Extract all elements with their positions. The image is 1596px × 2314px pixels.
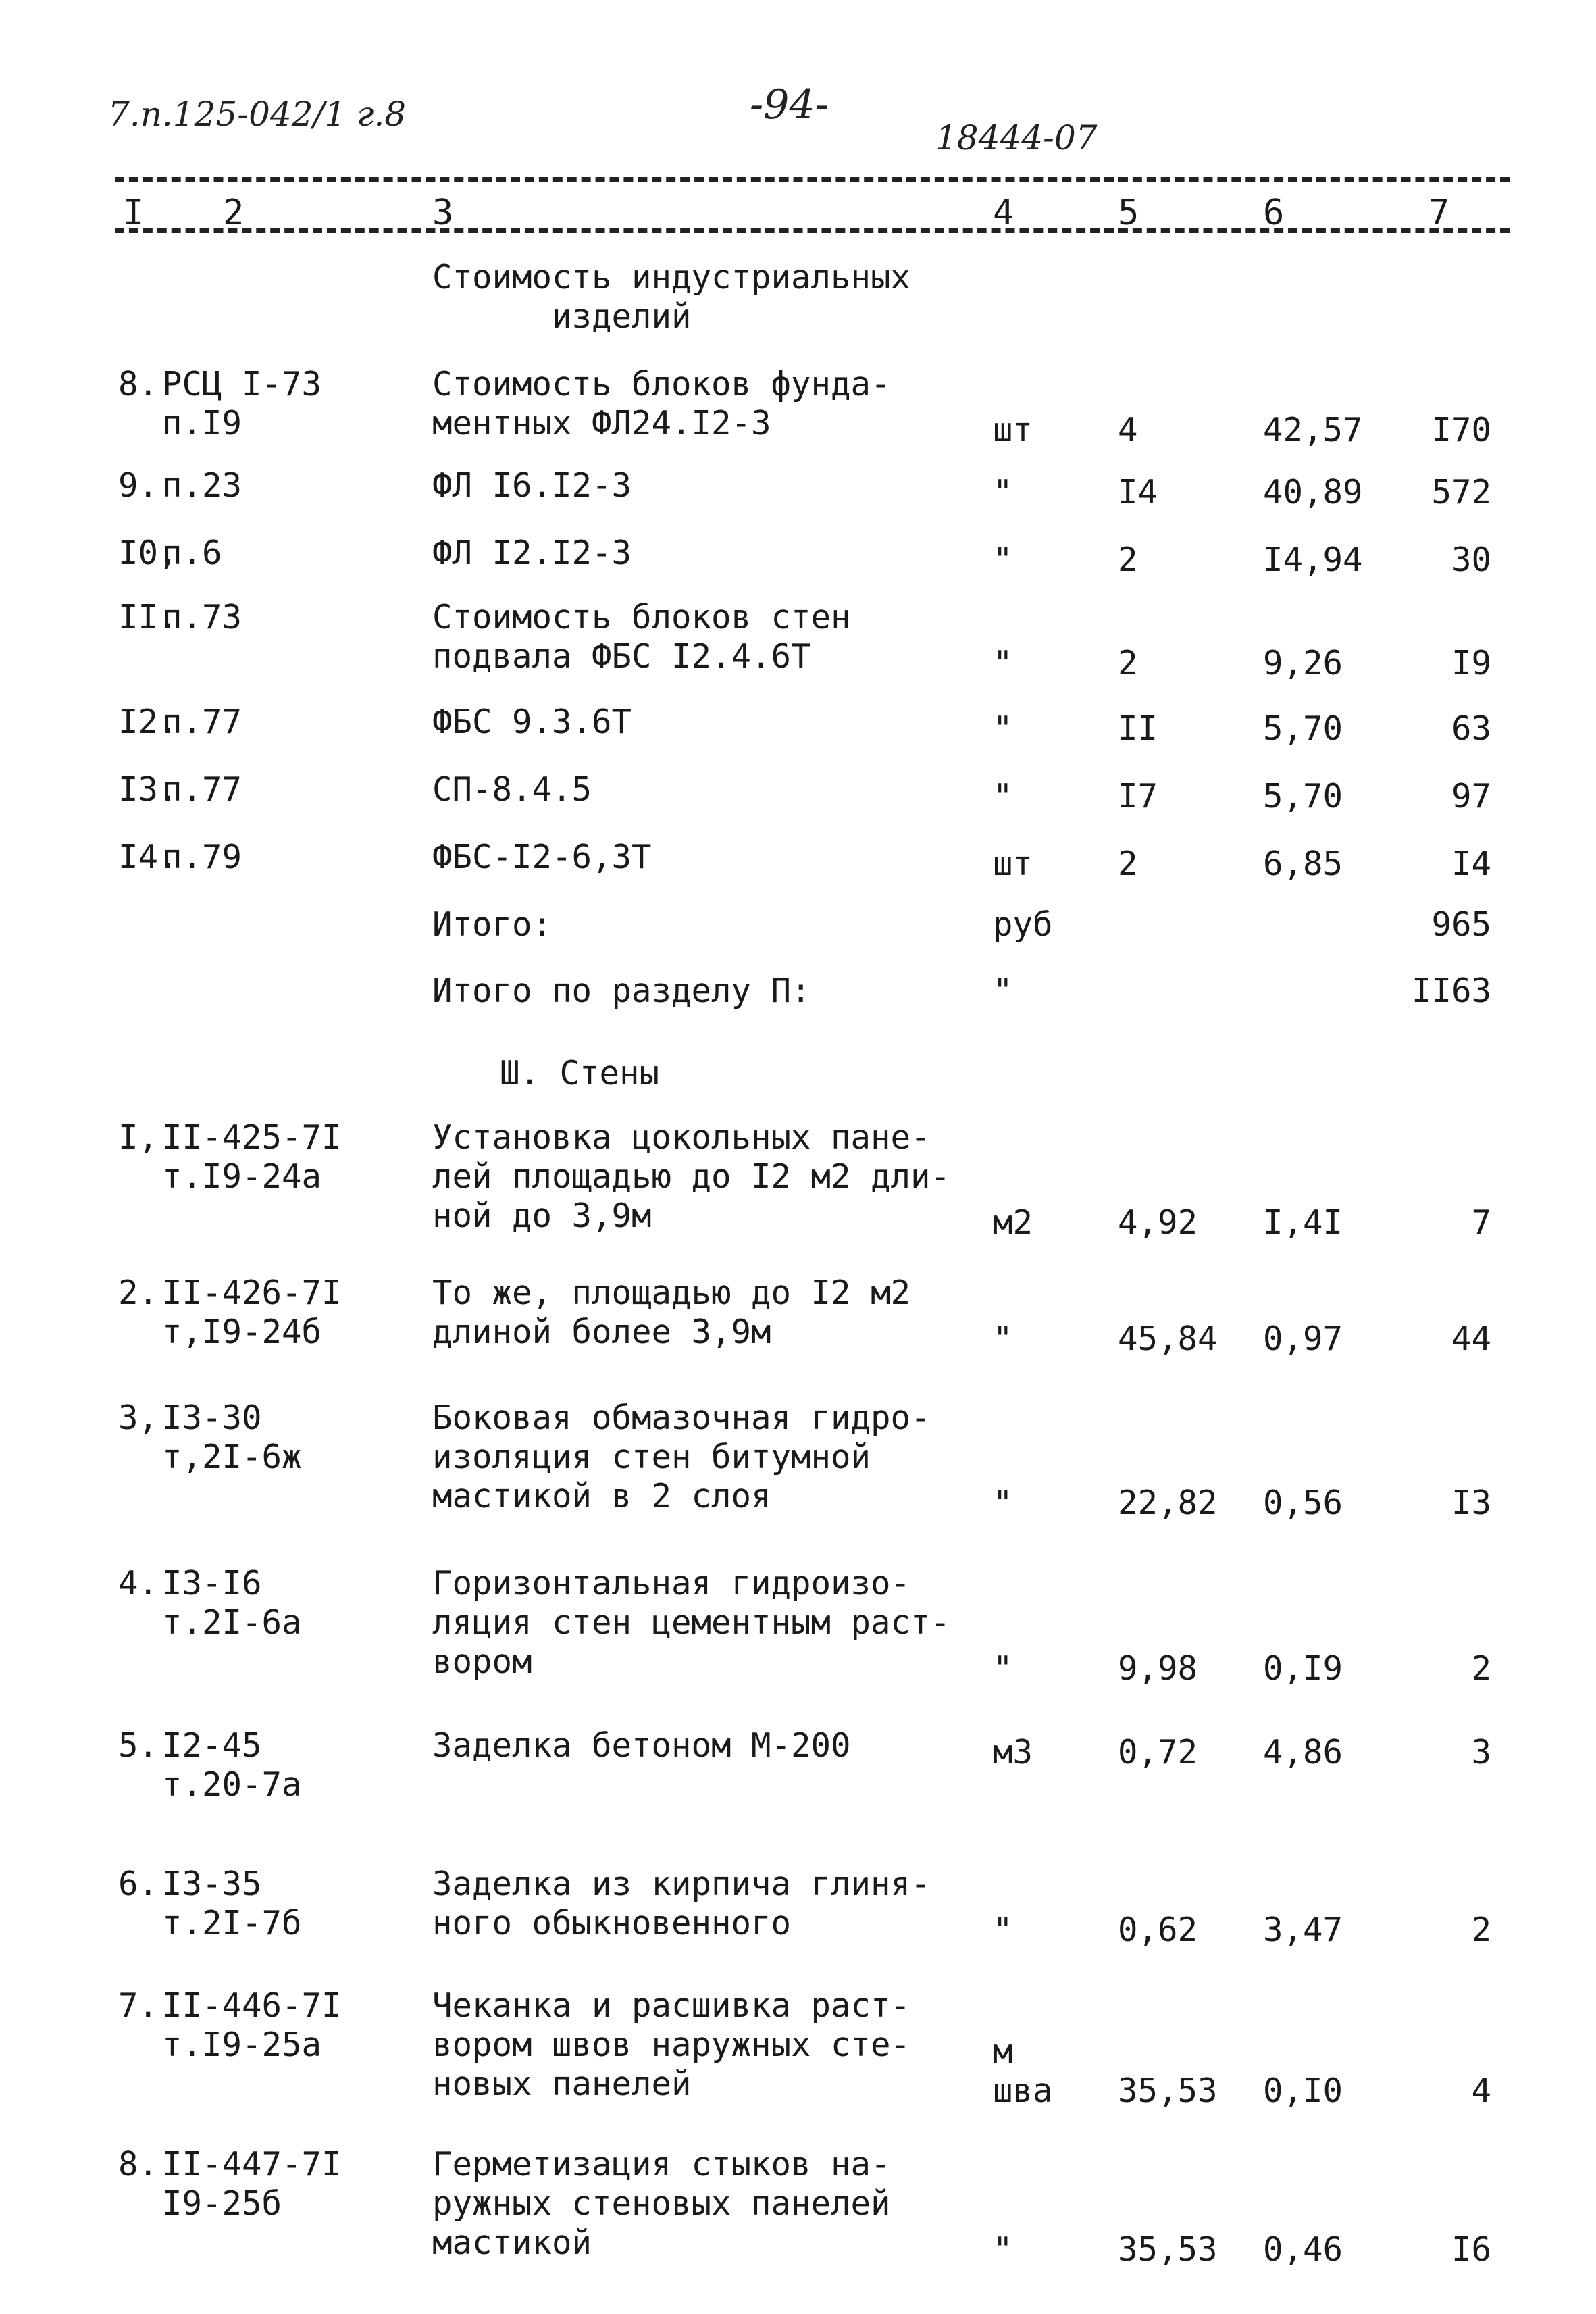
itogo-section-label: Итого по разделу П: [432, 972, 811, 1010]
row-quantity: 9,98 [1118, 1649, 1198, 1688]
col-3-header: 3 [432, 193, 454, 233]
row-number: I3. [118, 770, 178, 809]
row-description: Чеканка и расшивка раст- вором швов наружных сте- новых панелей [432, 1986, 911, 2103]
row-number: 5. [118, 1726, 159, 1765]
row-price: 0,I0 [1263, 2071, 1343, 2110]
row-code: II-425-7I т.I9-24а [162, 1118, 342, 1196]
row-code: II-447-7I I9-25б [162, 2145, 342, 2223]
row-code: I3-30 т,2I-6ж [162, 1399, 302, 1476]
row-total: 63 [1451, 709, 1491, 748]
row-description: СП-8.4.5 [432, 770, 592, 809]
col-1-header: I [123, 193, 145, 233]
row-quantity: 0,62 [1118, 1911, 1198, 1949]
header-top-rule [115, 177, 1510, 182]
row-total: 97 [1451, 777, 1491, 815]
row-number: I2. [118, 703, 178, 741]
row-quantity: 35,53 [1118, 2071, 1218, 2110]
row-number: 6. [118, 1865, 159, 1903]
row-code: I2-45 т.20-7а [162, 1726, 302, 1804]
itogo-section-total: II63 [1411, 972, 1491, 1010]
row-unit: " [993, 540, 1013, 579]
row-total: I3 [1451, 1484, 1491, 1522]
row-description: Боковая обмазочная гидро- изоляция стен битумной мастикой в 2 слоя [432, 1399, 931, 1515]
row-total: I9 [1451, 644, 1491, 682]
row-quantity: I4 [1118, 473, 1158, 511]
row-quantity: 0,72 [1118, 1733, 1198, 1771]
row-description: ФЛ I2.I2-3 [432, 534, 632, 572]
row-code: п.77 [162, 770, 242, 809]
header-bottom-rule [115, 228, 1510, 233]
row-number: 7. [118, 1986, 159, 2025]
row-number: I4. [118, 838, 178, 876]
row-description: Заделка из кирпича глиня- ного обыкновенного [432, 1865, 931, 1942]
col-2-header: 2 [223, 193, 244, 233]
row-code: II-426-7I т,I9-24б [162, 1274, 342, 1351]
row-code: п.77 [162, 703, 242, 741]
row-number: 9. [118, 466, 159, 505]
section-iii-heading: Ш. Стены [500, 1054, 660, 1092]
row-price: I,4I [1263, 1203, 1343, 1242]
row-unit: " [993, 1911, 1013, 1949]
row-number: 4. [118, 1564, 159, 1603]
row-number: I0, [118, 534, 178, 572]
page-number: -94- [750, 81, 829, 128]
row-price: 4,86 [1263, 1733, 1343, 1771]
row-description: Герметизация стыков на- ружных стеновых панелей мастикой [432, 2145, 891, 2262]
row-quantity: 2 [1118, 644, 1138, 682]
row-quantity: II [1118, 709, 1158, 748]
row-unit: " [993, 1649, 1013, 1688]
row-unit: " [993, 1319, 1013, 1358]
row-price: 0,I9 [1263, 1649, 1343, 1688]
col-4-header: 4 [993, 193, 1014, 233]
row-price: 3,47 [1263, 1911, 1343, 1949]
row-unit: " [993, 2230, 1013, 2269]
row-quantity: 45,84 [1118, 1319, 1218, 1358]
document-number: 18444-07 [935, 118, 1098, 157]
row-description: ФБС 9.3.6Т [432, 703, 632, 741]
row-unit: " [993, 709, 1013, 748]
row-description: Установка цокольных пане- лей площадью до I2 м2 дли- ной до 3,9м [432, 1118, 951, 1235]
row-description: Стоимость блоков стен подвала ФБС I2.4.6Т [432, 598, 851, 676]
row-description: Стоимость блоков фунда- ментных ФЛ24.I2-3 [432, 365, 891, 443]
row-price: 0,46 [1263, 2230, 1343, 2269]
row-description: ФЛ I6.I2-3 [432, 466, 632, 505]
row-number: 8. [118, 2145, 159, 2184]
row-price: 6,85 [1263, 845, 1343, 883]
row-quantity: 22,82 [1118, 1484, 1218, 1522]
col-7-header: 7 [1428, 193, 1450, 233]
row-total: 30 [1451, 540, 1491, 579]
row-code: п.6 [162, 534, 222, 572]
row-total: I70 [1431, 411, 1491, 449]
row-code: РСЦ I-73 п.I9 [162, 365, 322, 443]
row-unit: " [993, 777, 1013, 815]
row-unit: м шва [993, 2032, 1053, 2110]
row-number: 3, [118, 1399, 159, 1437]
row-description: ФБС-I2-6,3Т [432, 838, 652, 876]
row-price: 9,26 [1263, 644, 1343, 682]
row-code: II-446-7I т.I9-25а [162, 1986, 342, 2064]
row-price: 40,89 [1263, 473, 1363, 511]
itogo-label: Итого: [432, 905, 552, 944]
row-number: II. [118, 598, 178, 636]
row-total: 2 [1471, 1649, 1491, 1688]
row-total: I6 [1451, 2230, 1491, 2269]
row-number: I, [118, 1118, 159, 1157]
row-number: 2. [118, 1274, 159, 1312]
row-quantity: 2 [1118, 845, 1138, 883]
row-total: 572 [1431, 473, 1491, 511]
row-unit: " [993, 1484, 1013, 1522]
row-quantity: 4,92 [1118, 1203, 1198, 1242]
row-total: 44 [1451, 1319, 1491, 1358]
row-code: п.73 [162, 598, 242, 636]
row-unit: " [993, 644, 1013, 682]
row-price: 5,70 [1263, 777, 1343, 815]
row-code: I3-I6 т.2I-6а [162, 1564, 302, 1642]
row-unit: м3 [993, 1733, 1033, 1771]
col-6-header: 6 [1263, 193, 1285, 233]
row-quantity: 4 [1118, 411, 1138, 449]
row-price: I4,94 [1263, 540, 1363, 579]
doc-reference: 7.п.125-042/1 г.8 [108, 95, 407, 134]
row-unit: " [993, 473, 1013, 511]
row-description: То же, площадью до I2 м2 длиной более 3,9м [432, 1274, 911, 1351]
row-code: п.23 [162, 466, 242, 505]
row-price: 5,70 [1263, 709, 1343, 748]
col-5-header: 5 [1118, 193, 1139, 233]
row-price: 42,57 [1263, 411, 1363, 449]
row-unit: м2 [993, 1203, 1033, 1242]
row-total: 7 [1471, 1203, 1491, 1242]
section-subheading: Стоимость индустриальных изделий [432, 258, 911, 336]
itogo-total: 965 [1431, 905, 1491, 944]
row-quantity: 35,53 [1118, 2230, 1218, 2269]
itogo-section-unit: " [993, 972, 1013, 1010]
row-total: 3 [1471, 1733, 1491, 1771]
row-quantity: I7 [1118, 777, 1158, 815]
row-total: 4 [1471, 2071, 1491, 2110]
row-code: п.79 [162, 838, 242, 876]
row-description: Горизонтальная гидроизо- ляция стен цементным раст- вором [432, 1564, 951, 1681]
row-total: 2 [1471, 1911, 1491, 1949]
row-price: 0,97 [1263, 1319, 1343, 1358]
row-description: Заделка бетоном М-200 [432, 1726, 851, 1765]
row-total: I4 [1451, 845, 1491, 883]
row-code: I3-35 т.2I-7б [162, 1865, 302, 1942]
row-unit: шт [993, 845, 1033, 883]
row-price: 0,56 [1263, 1484, 1343, 1522]
row-number: 8. [118, 365, 159, 403]
itogo-unit: руб [993, 905, 1053, 944]
row-unit: шт [993, 411, 1033, 449]
row-quantity: 2 [1118, 540, 1138, 579]
